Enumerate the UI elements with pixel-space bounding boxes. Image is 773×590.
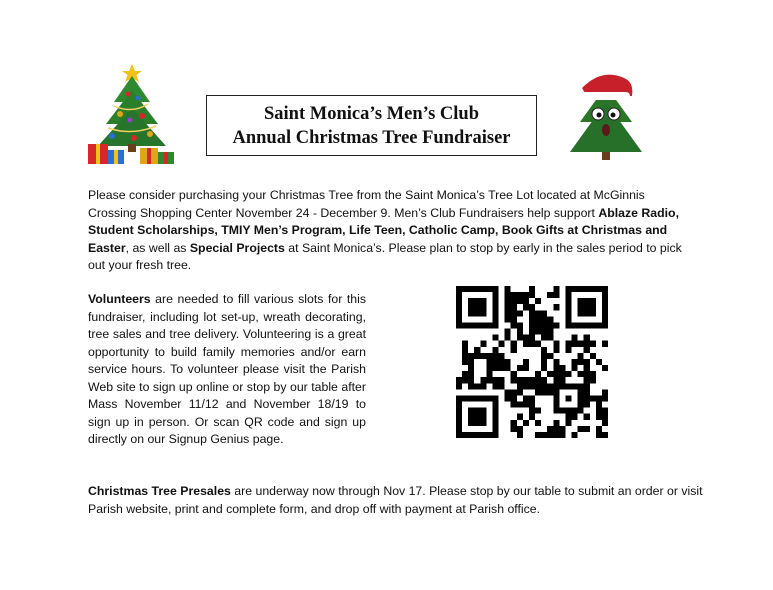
volunteers-paragraph: Volunteers are needed to fill various slots for this fundraiser, including lot set-up, wreath decorating, tree sales and tree delivery. Volunteering is a great opportunity to build family memories and/or earn service hours. To volunteer please visit the Parish Web site to sign up online or stop by our table after Mass November 11/12 and November 18/19 to sign up in person. Or scan QR code and sign up directly on our Signup Genius page.: [88, 292, 366, 446]
cartoon-tree-with-santa-hat-icon: [562, 66, 650, 162]
title-line-1: Saint Monica’s Men’s Club: [264, 104, 479, 124]
title-box: [206, 95, 537, 156]
christmas-tree-with-gifts-icon: [84, 58, 180, 170]
presales-paragraph: Christmas Tree Presales are underway now through Nov 17. Please stop by our table to submit an order or visit Parish website, print and complete form, and drop off with payment at Parish office.: [88, 484, 703, 516]
title-line-2: Annual Christmas Tree Fundraiser: [232, 128, 511, 148]
qr-code-icon[interactable]: [456, 286, 608, 438]
intro-paragraph: Please consider purchasing your Christmas Tree from the Saint Monica’s Tree Lot located at McGinnis Crossing Shopping Center November 24 - December 9. Men’s Club Fundraisers help support Ablaze Radio, Student Scholarships, TMIY Men’s Program, Life Teen, Catholic Camp, Book Gifts at Christmas and Easter, as well as Special Projects at Saint Monica’s. Please plan to stop by early in the sales period to pick out your fresh tree.: [88, 188, 682, 272]
